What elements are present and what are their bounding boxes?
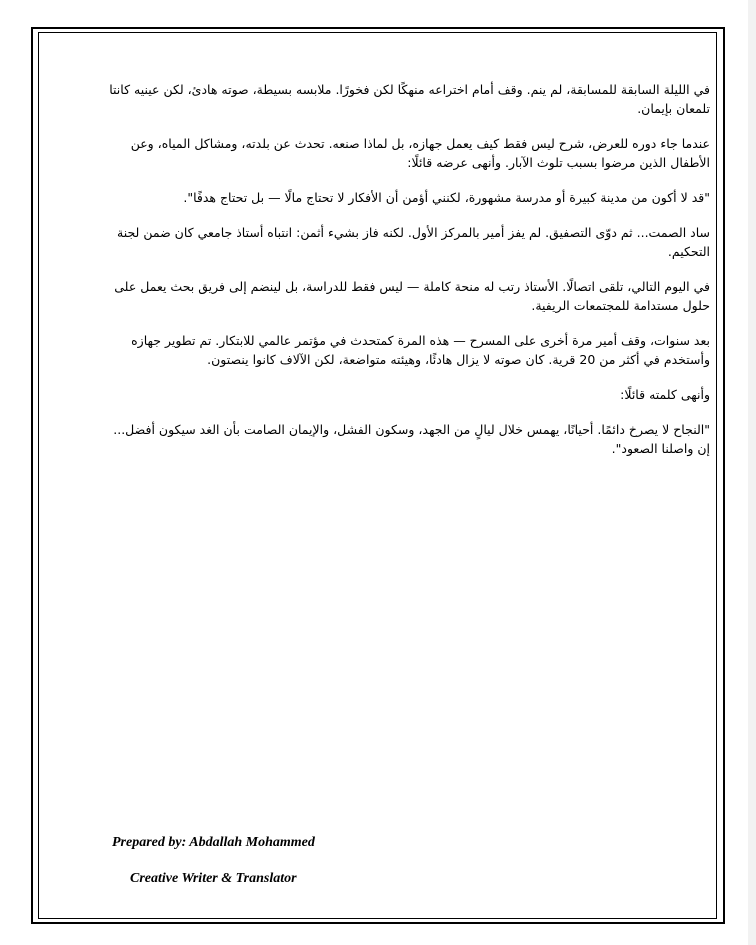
paragraph: في الليلة السابقة للمسابقة، لم ينم. وقف أمام اختراعه منهكًا لكن فخورًا. ملابسه بسيطة، صوته هادئ، لكن عينيه كانتا تلمعان بإيمان. [109,82,710,116]
paragraph: عندما جاء دوره للعرض، شرح ليس فقط كيف يعمل جهازه، بل لماذا صنعه. تحدث عن بلدته، ومشاكل المياه، وعن الأطفال الذين مرضوا بسبب تلوث الآبار. وأنهى عرضه قائلًا: [130,136,710,170]
paragraph: ساد الصمت... ثم دوّى التصفيق. لم يفز أمير بالمركز الأول. لكنه فاز بشيء أثمن: انتباه أستاذ جامعي كان ضمن لجنة التحكيم. [117,225,710,259]
paragraph: بعد سنوات، وقف أمير مرة أخرى على المسرح — هذه المرة كمتحدث في مؤتمر عالمي للابتكار. تم تطوير جهازه وأستخدم في أكثر من 20 قرية. كان صوته لا يزال هادئًا، وهيئته متواضعة، لكن الآلاف كانوا ينصتون. [131,333,710,367]
story-text [100,80,710,474]
quote-paragraph: "قد لا أكون من مدينة كبيرة أو مدرسة مشهورة، لكنني أؤمن أن الأفكار لا تحتاج مالًا — بل تحتاج هدفًا". [183,190,710,205]
quote-paragraph: "النجاح لا يصرخ دائمًا. أحيانًا، يهمس خلال ليالٍ من الجهد، وسكون الفشل، والإيمان الصامت بأن الغد سيكون أفضل... إن واصلنا الصعود". [113,422,710,456]
paragraph: في اليوم التالي، تلقى اتصالًا. الأستاذ رتب له منحة كاملة — ليس فقط للدراسة، بل لينضم إلى فريق بحث يعمل على حلول مستدامة للمجتمعات الريفية. [114,279,710,313]
author-role: Creative Writer & Translator [130,871,297,886]
window-margin [748,0,756,945]
paragraph: وأنهى كلمته قائلًا: [620,387,710,402]
prepared-by-credit: Prepared by: Abdallah Mohammed [112,835,315,850]
